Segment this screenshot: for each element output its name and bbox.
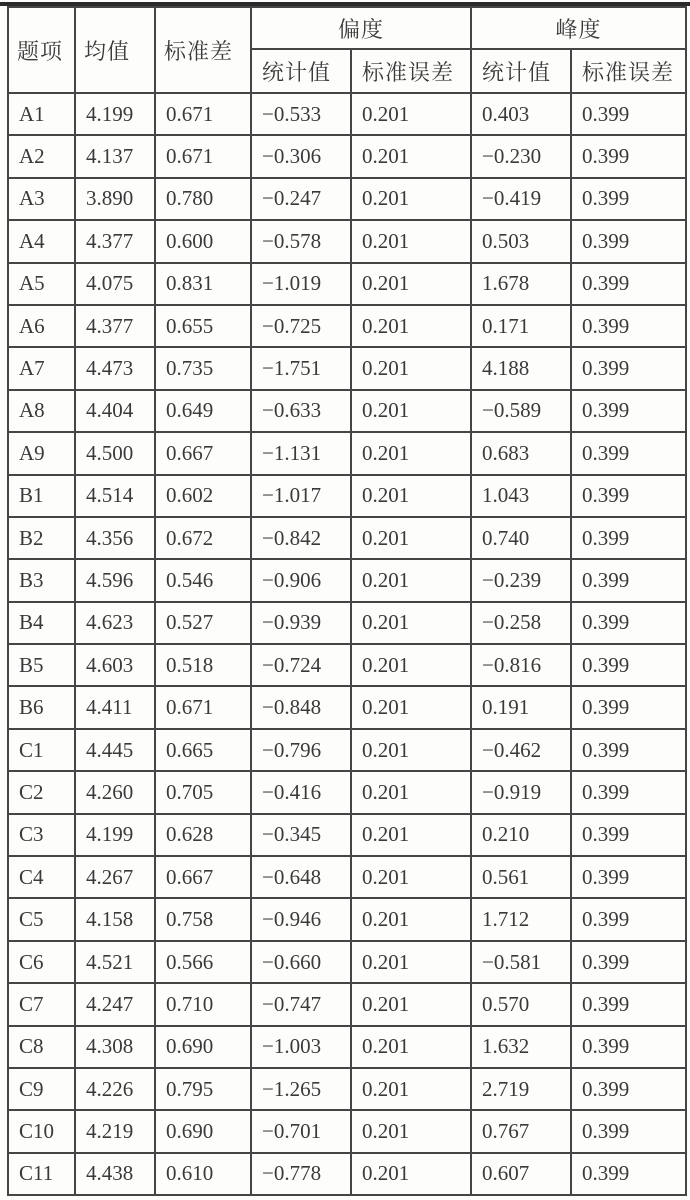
skewness-statistic-cell: −1.019: [251, 263, 351, 305]
skewness-std-error-cell: 0.201: [351, 220, 471, 262]
skewness-std-error-cell: 0.201: [351, 517, 471, 559]
kurtosis-std-error-cell: 0.399: [571, 771, 686, 813]
item-cell: C7: [8, 983, 75, 1025]
std-dev-cell: 0.655: [155, 305, 251, 347]
skewness-std-error-cell: 0.201: [351, 941, 471, 983]
skewness-statistic-cell: −1.131: [251, 432, 351, 474]
kurtosis-std-error-cell: 0.399: [571, 941, 686, 983]
std-dev-cell: 0.831: [155, 263, 251, 305]
skewness-statistic-cell: −0.939: [251, 602, 351, 644]
skewness-std-error-cell: 0.201: [351, 729, 471, 771]
header-skewness-std-error: 标准误差: [351, 49, 471, 93]
table-row: [8, 93, 686, 135]
header-std-dev: 标准差: [155, 7, 251, 93]
std-dev-cell: 0.602: [155, 475, 251, 517]
std-dev-cell: 0.671: [155, 686, 251, 728]
table-row: [8, 559, 686, 601]
mean-cell: 4.521: [75, 941, 155, 983]
kurtosis-std-error-cell: 0.399: [571, 559, 686, 601]
kurtosis-std-error-cell: 0.399: [571, 644, 686, 686]
std-dev-cell: 0.795: [155, 1068, 251, 1110]
kurtosis-statistic-cell: 0.171: [471, 305, 571, 347]
kurtosis-statistic-cell: −0.919: [471, 771, 571, 813]
item-cell: A8: [8, 390, 75, 432]
kurtosis-std-error-cell: 0.399: [571, 814, 686, 856]
skewness-std-error-cell: 0.201: [351, 1153, 471, 1195]
skewness-std-error-cell: 0.201: [351, 305, 471, 347]
std-dev-cell: 0.546: [155, 559, 251, 601]
item-cell: A3: [8, 178, 75, 220]
header-skewness-statistic: 统计值: [251, 49, 351, 93]
skewness-statistic-cell: −0.842: [251, 517, 351, 559]
skewness-std-error-cell: 0.201: [351, 432, 471, 474]
kurtosis-std-error-cell: 0.399: [571, 686, 686, 728]
kurtosis-statistic-cell: −0.581: [471, 941, 571, 983]
table-row: [8, 1153, 686, 1195]
mean-cell: 4.247: [75, 983, 155, 1025]
std-dev-cell: 0.758: [155, 898, 251, 940]
item-cell: A7: [8, 347, 75, 389]
skewness-statistic-cell: −0.578: [251, 220, 351, 262]
mean-cell: 4.514: [75, 475, 155, 517]
table-row: [8, 305, 686, 347]
mean-cell: 4.596: [75, 559, 155, 601]
item-cell: C11: [8, 1153, 75, 1195]
item-cell: C1: [8, 729, 75, 771]
std-dev-cell: 0.735: [155, 347, 251, 389]
kurtosis-statistic-cell: 0.503: [471, 220, 571, 262]
kurtosis-statistic-cell: 0.740: [471, 517, 571, 559]
table-row: [8, 517, 686, 559]
kurtosis-statistic-cell: −0.589: [471, 390, 571, 432]
skewness-statistic-cell: −0.724: [251, 644, 351, 686]
skewness-statistic-cell: −0.796: [251, 729, 351, 771]
item-cell: A1: [8, 93, 75, 135]
item-cell: B2: [8, 517, 75, 559]
kurtosis-std-error-cell: 0.399: [571, 983, 686, 1025]
header-mean: 均值: [75, 7, 155, 93]
header-kurtosis-std-error: 标准误差: [571, 49, 686, 93]
kurtosis-statistic-cell: 1.043: [471, 475, 571, 517]
kurtosis-std-error-cell: 0.399: [571, 602, 686, 644]
std-dev-cell: 0.780: [155, 178, 251, 220]
item-cell: A4: [8, 220, 75, 262]
header-skewness-group: 偏度: [251, 7, 471, 49]
item-cell: C10: [8, 1110, 75, 1152]
std-dev-cell: 0.710: [155, 983, 251, 1025]
item-cell: B6: [8, 686, 75, 728]
skewness-statistic-cell: −0.906: [251, 559, 351, 601]
mean-cell: 4.500: [75, 432, 155, 474]
std-dev-cell: 0.665: [155, 729, 251, 771]
kurtosis-statistic-cell: −0.239: [471, 559, 571, 601]
kurtosis-std-error-cell: 0.399: [571, 1026, 686, 1068]
item-cell: C3: [8, 814, 75, 856]
item-cell: B5: [8, 644, 75, 686]
skewness-statistic-cell: −0.660: [251, 941, 351, 983]
kurtosis-std-error-cell: 0.399: [571, 220, 686, 262]
table-row: [8, 347, 686, 389]
skewness-statistic-cell: −1.265: [251, 1068, 351, 1110]
item-cell: B3: [8, 559, 75, 601]
kurtosis-std-error-cell: 0.399: [571, 1068, 686, 1110]
header-kurtosis-group: 峰度: [471, 7, 686, 49]
kurtosis-statistic-cell: −0.816: [471, 644, 571, 686]
skewness-std-error-cell: 0.201: [351, 135, 471, 177]
kurtosis-statistic-cell: −0.462: [471, 729, 571, 771]
kurtosis-statistic-cell: −0.419: [471, 178, 571, 220]
kurtosis-std-error-cell: 0.399: [571, 263, 686, 305]
mean-cell: 4.226: [75, 1068, 155, 1110]
table-row: [8, 1110, 686, 1152]
skewness-statistic-cell: −0.247: [251, 178, 351, 220]
item-cell: C4: [8, 856, 75, 898]
kurtosis-std-error-cell: 0.399: [571, 898, 686, 940]
kurtosis-statistic-cell: 0.210: [471, 814, 571, 856]
table-body: [8, 93, 686, 1195]
kurtosis-std-error-cell: 0.399: [571, 729, 686, 771]
mean-cell: 4.411: [75, 686, 155, 728]
kurtosis-std-error-cell: 0.399: [571, 1110, 686, 1152]
kurtosis-statistic-cell: 0.607: [471, 1153, 571, 1195]
std-dev-cell: 0.610: [155, 1153, 251, 1195]
mean-cell: 4.308: [75, 1026, 155, 1068]
item-cell: C9: [8, 1068, 75, 1110]
std-dev-cell: 0.649: [155, 390, 251, 432]
std-dev-cell: 0.705: [155, 771, 251, 813]
skewness-statistic-cell: −0.778: [251, 1153, 351, 1195]
table-row: [8, 856, 686, 898]
skewness-std-error-cell: 0.201: [351, 1068, 471, 1110]
item-cell: C6: [8, 941, 75, 983]
item-cell: B1: [8, 475, 75, 517]
skewness-statistic-cell: −0.306: [251, 135, 351, 177]
kurtosis-statistic-cell: 0.191: [471, 686, 571, 728]
table-header: [8, 7, 686, 93]
skewness-std-error-cell: 0.201: [351, 898, 471, 940]
kurtosis-std-error-cell: 0.399: [571, 475, 686, 517]
skewness-statistic-cell: −0.848: [251, 686, 351, 728]
kurtosis-std-error-cell: 0.399: [571, 347, 686, 389]
table-row: [8, 220, 686, 262]
kurtosis-statistic-cell: −0.230: [471, 135, 571, 177]
std-dev-cell: 0.628: [155, 814, 251, 856]
mean-cell: 4.377: [75, 305, 155, 347]
kurtosis-statistic-cell: 1.678: [471, 263, 571, 305]
kurtosis-statistic-cell: 4.188: [471, 347, 571, 389]
kurtosis-statistic-cell: 0.570: [471, 983, 571, 1025]
skewness-statistic-cell: −1.017: [251, 475, 351, 517]
std-dev-cell: 0.667: [155, 856, 251, 898]
table-row: [8, 390, 686, 432]
std-dev-cell: 0.600: [155, 220, 251, 262]
mean-cell: 4.445: [75, 729, 155, 771]
kurtosis-std-error-cell: 0.399: [571, 517, 686, 559]
skewness-std-error-cell: 0.201: [351, 93, 471, 135]
skewness-statistic-cell: −0.725: [251, 305, 351, 347]
table-row: [8, 644, 686, 686]
table-row: [8, 178, 686, 220]
table-row: [8, 814, 686, 856]
std-dev-cell: 0.690: [155, 1110, 251, 1152]
skewness-std-error-cell: 0.201: [351, 475, 471, 517]
std-dev-cell: 0.667: [155, 432, 251, 474]
table-row: [8, 263, 686, 305]
mean-cell: 4.473: [75, 347, 155, 389]
item-cell: A6: [8, 305, 75, 347]
kurtosis-statistic-cell: 1.712: [471, 898, 571, 940]
kurtosis-std-error-cell: 0.399: [571, 856, 686, 898]
descriptive-statistics-table: [7, 6, 687, 1196]
mean-cell: 4.260: [75, 771, 155, 813]
mean-cell: 4.603: [75, 644, 155, 686]
skewness-std-error-cell: 0.201: [351, 347, 471, 389]
skewness-std-error-cell: 0.201: [351, 263, 471, 305]
table-row: [8, 475, 686, 517]
skewness-std-error-cell: 0.201: [351, 814, 471, 856]
kurtosis-statistic-cell: 0.767: [471, 1110, 571, 1152]
mean-cell: 4.404: [75, 390, 155, 432]
header-kurtosis-statistic: 统计值: [471, 49, 571, 93]
skewness-statistic-cell: −0.533: [251, 93, 351, 135]
header-group-row: [8, 7, 686, 49]
table-row: [8, 1026, 686, 1068]
std-dev-cell: 0.690: [155, 1026, 251, 1068]
skewness-statistic-cell: −1.751: [251, 347, 351, 389]
item-cell: A9: [8, 432, 75, 474]
skewness-statistic-cell: −0.633: [251, 390, 351, 432]
std-dev-cell: 0.566: [155, 941, 251, 983]
kurtosis-std-error-cell: 0.399: [571, 93, 686, 135]
skewness-std-error-cell: 0.201: [351, 559, 471, 601]
skewness-std-error-cell: 0.201: [351, 1110, 471, 1152]
mean-cell: 4.377: [75, 220, 155, 262]
kurtosis-std-error-cell: 0.399: [571, 432, 686, 474]
skewness-statistic-cell: −0.345: [251, 814, 351, 856]
table-row: [8, 941, 686, 983]
item-cell: C8: [8, 1026, 75, 1068]
mean-cell: 4.219: [75, 1110, 155, 1152]
table-row: [8, 1068, 686, 1110]
std-dev-cell: 0.672: [155, 517, 251, 559]
skewness-statistic-cell: −0.946: [251, 898, 351, 940]
mean-cell: 4.137: [75, 135, 155, 177]
mean-cell: 4.075: [75, 263, 155, 305]
item-cell: A2: [8, 135, 75, 177]
kurtosis-std-error-cell: 0.399: [571, 135, 686, 177]
mean-cell: 4.158: [75, 898, 155, 940]
table-row: [8, 432, 686, 474]
kurtosis-std-error-cell: 0.399: [571, 1153, 686, 1195]
mean-cell: 3.890: [75, 178, 155, 220]
skewness-std-error-cell: 0.201: [351, 178, 471, 220]
kurtosis-statistic-cell: 2.719: [471, 1068, 571, 1110]
table-row: [8, 135, 686, 177]
skewness-statistic-cell: −0.747: [251, 983, 351, 1025]
kurtosis-statistic-cell: 0.561: [471, 856, 571, 898]
skewness-std-error-cell: 0.201: [351, 1026, 471, 1068]
skewness-std-error-cell: 0.201: [351, 390, 471, 432]
std-dev-cell: 0.527: [155, 602, 251, 644]
skewness-std-error-cell: 0.201: [351, 983, 471, 1025]
item-cell: B4: [8, 602, 75, 644]
skewness-statistic-cell: −0.416: [251, 771, 351, 813]
item-cell: A5: [8, 263, 75, 305]
skewness-std-error-cell: 0.201: [351, 856, 471, 898]
mean-cell: 4.267: [75, 856, 155, 898]
table-row: [8, 898, 686, 940]
kurtosis-statistic-cell: 1.632: [471, 1026, 571, 1068]
kurtosis-statistic-cell: 0.403: [471, 93, 571, 135]
skewness-statistic-cell: −0.701: [251, 1110, 351, 1152]
skewness-std-error-cell: 0.201: [351, 686, 471, 728]
table-row: [8, 771, 686, 813]
mean-cell: 4.623: [75, 602, 155, 644]
mean-cell: 4.199: [75, 814, 155, 856]
item-cell: C5: [8, 898, 75, 940]
header-item: 题项: [8, 7, 75, 93]
kurtosis-statistic-cell: 0.683: [471, 432, 571, 474]
kurtosis-std-error-cell: 0.399: [571, 305, 686, 347]
std-dev-cell: 0.671: [155, 135, 251, 177]
table-row: [8, 602, 686, 644]
kurtosis-std-error-cell: 0.399: [571, 178, 686, 220]
std-dev-cell: 0.671: [155, 93, 251, 135]
std-dev-cell: 0.518: [155, 644, 251, 686]
table-row: [8, 729, 686, 771]
skewness-std-error-cell: 0.201: [351, 771, 471, 813]
item-cell: C2: [8, 771, 75, 813]
table-row: [8, 983, 686, 1025]
mean-cell: 4.356: [75, 517, 155, 559]
skewness-std-error-cell: 0.201: [351, 602, 471, 644]
mean-cell: 4.438: [75, 1153, 155, 1195]
mean-cell: 4.199: [75, 93, 155, 135]
skewness-statistic-cell: −1.003: [251, 1026, 351, 1068]
skewness-std-error-cell: 0.201: [351, 644, 471, 686]
table-row: [8, 686, 686, 728]
skewness-statistic-cell: −0.648: [251, 856, 351, 898]
kurtosis-statistic-cell: −0.258: [471, 602, 571, 644]
kurtosis-std-error-cell: 0.399: [571, 390, 686, 432]
